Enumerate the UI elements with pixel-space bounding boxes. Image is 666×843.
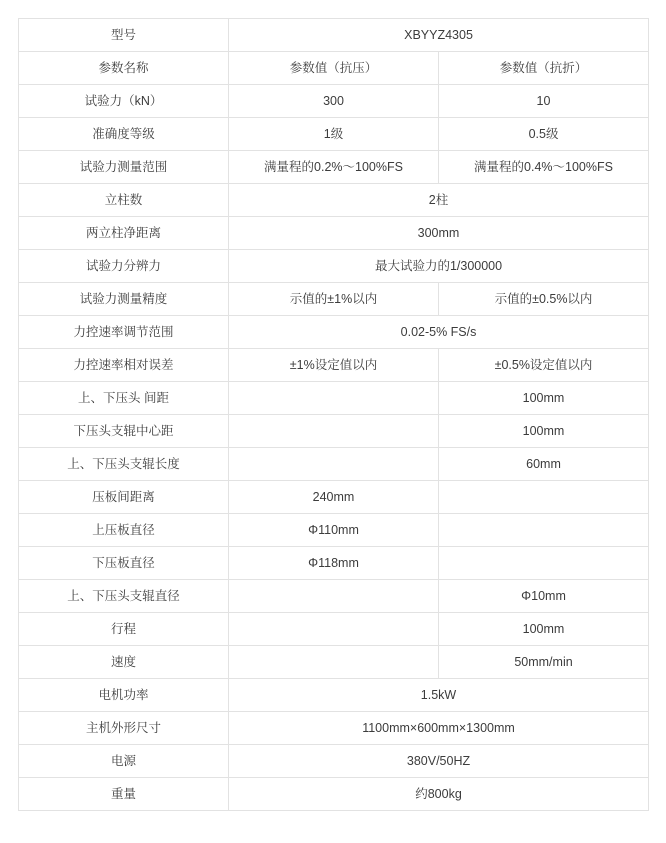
row-label: 试验力测量范围 <box>19 151 229 184</box>
table-row <box>19 184 649 217</box>
row-value <box>229 646 439 679</box>
table-row <box>19 646 649 679</box>
row-value: 0.5级 <box>439 118 649 151</box>
row-value: 最大试验力的1/300000 <box>229 250 649 283</box>
row-value: XBYYZ4305 <box>229 19 649 52</box>
row-value <box>439 547 649 580</box>
row-label: 重量 <box>19 778 229 811</box>
table-row <box>19 52 649 85</box>
table-row <box>19 382 649 415</box>
row-value: 100mm <box>439 613 649 646</box>
row-label: 主机外形尺寸 <box>19 712 229 745</box>
row-label: 下压头支辊中心距 <box>19 415 229 448</box>
row-value: 60mm <box>439 448 649 481</box>
row-value: Φ10mm <box>439 580 649 613</box>
table-row <box>19 514 649 547</box>
table-row <box>19 283 649 316</box>
table-row <box>19 250 649 283</box>
row-value: 300 <box>229 85 439 118</box>
row-value: 满量程的0.4%～100%FS <box>439 151 649 184</box>
row-label: 下压板直径 <box>19 547 229 580</box>
row-value: ±1%设定值以内 <box>229 349 439 382</box>
table-row <box>19 217 649 250</box>
row-label: 电机功率 <box>19 679 229 712</box>
row-label: 力控速率调节范围 <box>19 316 229 349</box>
row-label: 压板间距离 <box>19 481 229 514</box>
table-row <box>19 580 649 613</box>
row-label: 两立柱净距离 <box>19 217 229 250</box>
table-row <box>19 349 649 382</box>
row-value: 100mm <box>439 382 649 415</box>
table-row <box>19 415 649 448</box>
row-label: 试验力（kN） <box>19 85 229 118</box>
specification-table <box>18 18 649 811</box>
table-row <box>19 613 649 646</box>
row-value: 10 <box>439 85 649 118</box>
row-value <box>229 448 439 481</box>
row-label: 速度 <box>19 646 229 679</box>
row-value: 约800kg <box>229 778 649 811</box>
table-row <box>19 316 649 349</box>
table-row <box>19 85 649 118</box>
row-value <box>229 580 439 613</box>
row-label: 准确度等级 <box>19 118 229 151</box>
row-value: 参数值（抗折） <box>439 52 649 85</box>
row-label: 上、下压头支辊直径 <box>19 580 229 613</box>
table-row <box>19 547 649 580</box>
row-value: 示值的±1%以内 <box>229 283 439 316</box>
row-value: 1.5kW <box>229 679 649 712</box>
row-value <box>229 613 439 646</box>
row-label: 试验力分辨力 <box>19 250 229 283</box>
table-row <box>19 151 649 184</box>
row-value <box>229 382 439 415</box>
row-value: 300mm <box>229 217 649 250</box>
row-value: Φ118mm <box>229 547 439 580</box>
specification-table-body <box>19 19 649 811</box>
table-row <box>19 118 649 151</box>
row-label: 上压板直径 <box>19 514 229 547</box>
row-value: 2柱 <box>229 184 649 217</box>
row-label: 行程 <box>19 613 229 646</box>
row-label: 试验力测量精度 <box>19 283 229 316</box>
row-label: 力控速率相对误差 <box>19 349 229 382</box>
row-value: 1级 <box>229 118 439 151</box>
row-value: 380V/50HZ <box>229 745 649 778</box>
row-value: 参数值（抗压） <box>229 52 439 85</box>
row-value <box>229 415 439 448</box>
row-label: 型号 <box>19 19 229 52</box>
row-value <box>439 514 649 547</box>
row-value: 1100mm×600mm×1300mm <box>229 712 649 745</box>
table-row <box>19 19 649 52</box>
row-value: ±0.5%设定值以内 <box>439 349 649 382</box>
row-value: Φ110mm <box>229 514 439 547</box>
row-label: 电源 <box>19 745 229 778</box>
row-label: 立柱数 <box>19 184 229 217</box>
row-label: 上、下压头支辊长度 <box>19 448 229 481</box>
row-value: 满量程的0.2%～100%FS <box>229 151 439 184</box>
row-label: 上、下压头 间距 <box>19 382 229 415</box>
row-value: 0.02-5% FS/s <box>229 316 649 349</box>
row-value: 100mm <box>439 415 649 448</box>
row-value: 50mm/min <box>439 646 649 679</box>
table-row <box>19 712 649 745</box>
table-row <box>19 448 649 481</box>
row-value <box>439 481 649 514</box>
row-value: 示值的±0.5%以内 <box>439 283 649 316</box>
row-label: 参数名称 <box>19 52 229 85</box>
table-row <box>19 679 649 712</box>
table-row <box>19 481 649 514</box>
row-value: 240mm <box>229 481 439 514</box>
table-row <box>19 778 649 811</box>
table-row <box>19 745 649 778</box>
